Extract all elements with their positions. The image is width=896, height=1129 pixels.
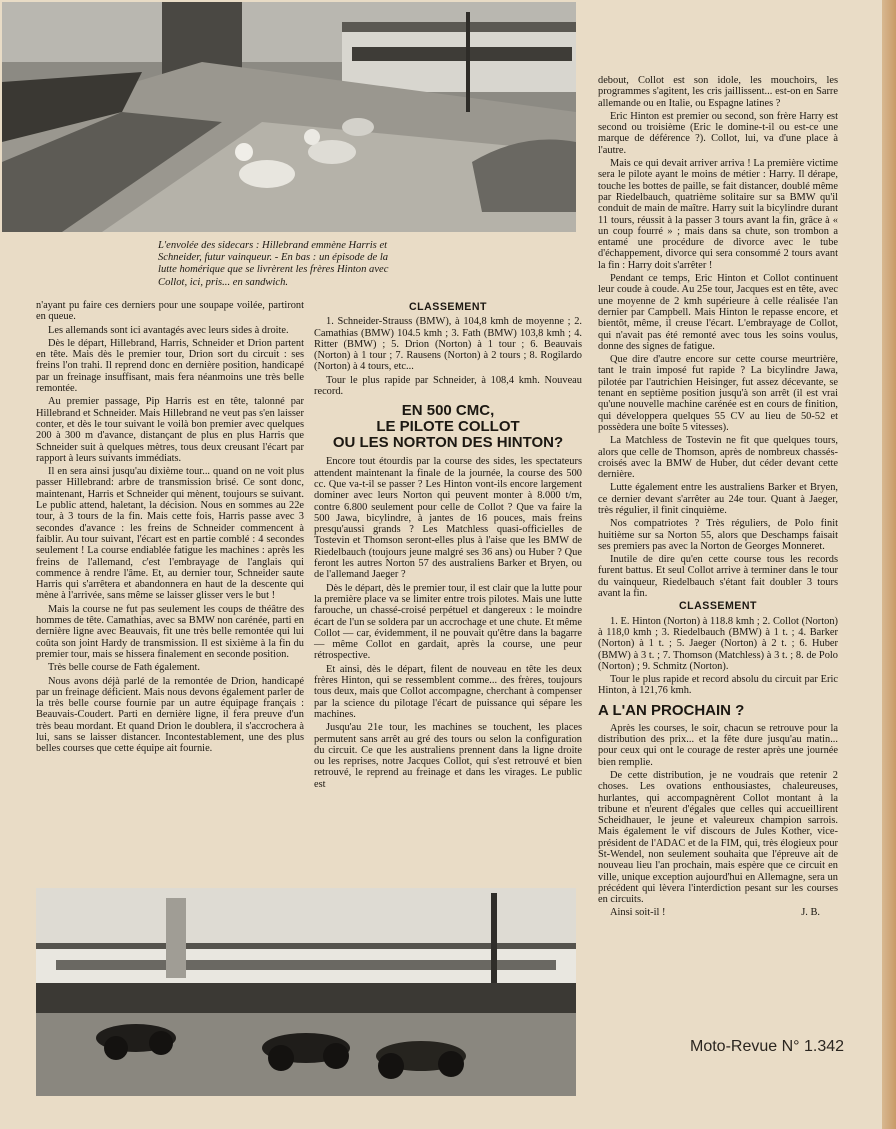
paragraph: debout, Collot est son idole, les mouchoirs, les programmes s'agitent, les cris jaillissent... est-on en Sarre allemande ou en Italie, ou Espagne latines ? [598, 75, 838, 109]
caption-line: Schneider, futur vainqueur. - En bas : un épisode de la [158, 252, 389, 264]
photo-caption [158, 240, 508, 289]
paragraph: Jusqu'au 21e tour, les machines se touchent, les places permutent sans arrêt au gré des tours ou selon la configuration du circuit. Ce que les australiens prennent dans la ligne droite ou les reprises, notre Jacques Collot, qui s'est retrouvé et bien retrouvé, le reprend au freinage et dans les virages. Le public est [314, 722, 582, 790]
sidecar-race-photo [2, 2, 576, 232]
solo-race-photo [36, 888, 576, 1096]
caption-line: Collot, ici, pris... en sandwich. [158, 276, 289, 288]
paragraph: Que dire d'autre encore sur cette course meurtrière, tant le train imposé fut rapide ? La bicylindre Jawa, pilotée par l'autrichien Heisinger, fut assez décevante, se tenant en septième position jusqu'à son arrêt (il est vrai qu'une nouvelle machine carénée est en cours de finition, qui développera quelques 55 CV au lieu de 50-52 et possèdera une boîte 5 vitesses). [598, 354, 838, 433]
paragraph: Inutile de dire qu'en cette course tous les records furent battus. Et seul Collot arrive à terminer dans le tour du vainqueur, Riedelbauch s'étant fait doubler 3 tours avant la fin. [598, 554, 838, 600]
paragraph: Mais ce qui devait arriver arriva ! La première victime sera le pilote ayant le moins de métier : Harry. Il dérape, touche les bottes de paille, se fait distancer, doublé même par Riedelbauch, quatrième solitaire sur sa BMW qu'il conduit de main de maître. Harry suit la bicylindre durant 11 tours, réussit à la passer 3 tours avant la fin, grâce à « un coup fourré » ; mais dans sa chute, son trombon a entamé une procédure de divorce avec le tube d'échappement, divorce qui sera consommé 2 tours avant la fin : Harry doit s'arrêter ! [598, 158, 838, 271]
headline-line: OU LES NORTON DES HINTON? [332, 434, 564, 452]
classement-heading: CLASSEMENT [409, 301, 487, 313]
paragraph: Après les courses, le soir, chacun se retrouve pour la distribution des prix... et la fête dure jusqu'au matin... pour ceux qui ont le courage de rester après une journée bien remplie. [598, 722, 838, 768]
paragraph: Très belle course de Fath également. [48, 662, 200, 674]
record-text: Tour le plus rapide par Schneider, à 108,4 kmh. Nouveau record. [314, 374, 582, 398]
paragraph: Nos compatriotes ? Très réguliers, de Polo finit huitième sur sa Norton 55, alors que Deschamps faisait ses premiers pas avec la Norton de Georges Monneret. [598, 518, 838, 552]
headline-line: LE PILOTE COLLOT [376, 418, 520, 436]
record-text: Tour le plus rapide et record absolu du circuit par Eric Hinton, à 121,76 kmh. [598, 674, 838, 697]
paragraph: Dès le départ, Hillebrand, Harris, Schneider et Drion partent en tête. Mais dès le premier tour, Drion sort du circuit : ses freins l'on trahi. Il reprend donc en dernière position, handicapé par un freinage insuffisant, mais fera néanmoins une très belle remontée. [36, 337, 304, 395]
caption-line: lutte homérique que se livrèrent les frères Hinton avec [158, 264, 389, 276]
caption-line: L'envolée des sidecars : Hillebrand emmène Harris et [158, 240, 388, 251]
article-column-right [598, 75, 838, 919]
closing-text: Ainsi soit-il ! [610, 907, 666, 919]
headline-next-year: A L'AN PROCHAIN ? [598, 701, 745, 719]
author-signature: J. B. [801, 907, 820, 919]
classement-results: 1. Schneider-Strauss (BMW), à 104,8 kmh de moyenne ; 2. Camathias (BMW) 104.5 kmh ; 3. Fath (BMW) 103,8 kmh ; 4. Ritter (BMW) ; 5. Drion (Norton) à 1 tour ; 6. Beauvais (Norton) à 1 tour ; 7. Rausens (Norton) à 2 tours ; 8. Rogilardo (Norton) à 4 tours, etc... [314, 316, 582, 373]
article-column-middle [314, 300, 582, 792]
paragraph: n'ayant pu faire ces derniers pour une soupape voilée, partiront en queue. [36, 300, 304, 323]
paragraph: Nous avons déjà parlé de la remontée de Drion, handicapé par un freinage déficient. Mais nous devons également parler de la très belle course fournie par un autre équipage français : Beauvais-Coudert. Parti en dernière ligne, il fera preuve d'un très beau mordant. Et quand Drion le doublera, il s'accrochera à lui, sans se laisser distancer. Incontestablement, une des plus belles courses que cette équipe ait fournie. [36, 675, 304, 755]
paragraph: Il en sera ainsi jusqu'au dixième tour... quand on ne voit plus passer Hillebrand: arbre de transmission brisé. Ce sont donc, maintenant, Harris et Schneider qui mènent, toujours se suivant. Le public attend, haletant, la décision. Nous en sommes au 22e tour, à 3 tours de la fin. Mais cette fois, Harris passe avec 3 secondes d'avance : les freins de Schneider commencent à faiblir. Au tour suivant, l'écart est en partie comblé : 4 secondes seulement ! La course endiablée fatigue les machines : après les freins de l'allemand, c'est l'embrayage de l'anglais qui commence à rendre l'âme. Et, au dernier tour, Schneider saute Harris qui s'arrêtera et abandonnera en haut de la descente qui mène à l'arrivée, sans même se laisser glisser vers le but ! [36, 466, 304, 602]
paragraph: Les allemands sont ici avantagés avec leurs sides à droite. [48, 324, 289, 336]
paragraph: Au premier passage, Pip Harris est en tête, talonné par Hillebrand et Schneider. Mais Hillebrand ne veut pas s'en laisser conter, et dès le tour suivant le voilà bon premier avec quelques 200 à 300 m d'avance, distançant de plus en plus Harris que Schneider suit à quelques mètres, tous deux creusant l'écart par rapport à leurs suivants immédiats. [36, 396, 304, 464]
headline-500cc [314, 403, 582, 451]
headline-line: EN 500 CMC, [401, 402, 495, 420]
paragraph: De cette distribution, je ne voudrais que retenir 2 choses. Les ovations enthousiastes, chaleureuses, hurlantes, qui accompagnèrent Collot montant à la tribune et n'eurent d'égales que celles qui accueillirent Scheidhauer, le jeune et valeureux champion sarrois. Mais également le vif discours de Jules Kother, vice-président de l'ADAC et de la FIM, qui, très élogieux pour St-Wendel, non seulement souhaita que l'épreuve ait de nouveau lieu l'an prochain, mais espère que ce circuit en ville, unique exception aujourd'hui en Allemagne, sera un précédent qui lèvera l'interdiction pesant sur les courses en circuits. [598, 769, 838, 906]
classement-results: 1. E. Hinton (Norton) à 118.8 kmh ; 2. Collot (Norton) à 118,0 kmh ; 3. Riedelbauch (BMW) à 1 t. ; 4. Barker (Norton) à 1 t. ; 5. Jaeger (Norton) à 2 t. ; 6. Huber (BMW) à 3 t. ; 7. Thomson (Matchless) à 3 t. ; 8. de Polo (Norton) ; 9. Schmitz (Norton). [598, 615, 838, 672]
paragraph: Et ainsi, dès le départ, filent de nouveau en tête les deux frères Hinton, qui se ressemblent comme... des frères, toujours tous deux, mais que Collot accompagne, cherchant à compenser par la science du pilotage l'écart de puissance qui sépare les machines. [314, 663, 582, 720]
paragraph: Mais la course ne fut pas seulement les coups de théâtre des hommes de tête. Camathias, avec sa BMW non carénée, parti en dernière ligne avec Beauvais, fit une très belle remontée qui lui coûta son joint Hardy de transmission. Il est sixième à la fin du premier tour, mais se hissera finalement en seconde position. [36, 603, 304, 660]
paragraph: Encore tout étourdis par la course des sides, les spectateurs attendent maintenant la finale de la journée, la course des 500 cc. Que va-t-il se passer ? Les Hinton vont-ils encore largement dominer avec leurs Norton qui peuvent monter à 8.000 t/m, contre 6.800 seulement pour celle de Collot ? Que va faire la 500 Jawa, bicylindre, à jantes de 16 pouces, mais freins presqu'aussi grands ? Les Matchless quasi-officielles de Tostevin et Thomson seront-elles plus à l'aise que les BMW de Riedelbauch (toujours jeune malgré ses 36 ans) ou Huber ? Que feront les autres Norton 57 des australiens Barker et Bryen, ou de l'allemand Jaeger ? [314, 456, 582, 581]
paragraph: La Matchless de Tostevin ne fit que quelques tours, alors que celle de Thomson, après de nombreux chassés-croisés avec la BMW de Huber, dut céder devant cette dernière. [598, 435, 838, 481]
closing-line [598, 907, 838, 918]
page-edge [882, 0, 896, 1129]
paragraph: Lutte également entre les australiens Barker et Bryen, ce dernier devant s'arrêter au 24e tour. Quant à Jaeger, très régulier, il finit cinquième. [598, 482, 838, 516]
page-footer: Moto-Revue N° 1.342 [690, 1038, 845, 1055]
paragraph: Dès le départ, dès le premier tour, il est clair que la lutte pour la première place va se limiter entre trois pilotes. Mais une lutte farouche, un chassé-croisé perpétuel et dangereux : le moindre écart de l'un se soldera par un accrochage et une chute. Et même Collot — car, évidemment, il ne pouvait qu'être dans la bagarre — même Collot en gardait, après la course, une peur rétrospective. [314, 582, 582, 662]
classement-heading: CLASSEMENT [679, 600, 757, 613]
paragraph: Eric Hinton est premier ou second, son frère Harry est second ou troisième (Eric le domine-t-il ou est-ce une marque de déférence ?). Collot, lui, va d'une place à l'autre. [598, 110, 838, 156]
paragraph: Pendant ce temps, Eric Hinton et Collot continuent leur coude à coude. Au 25e tour, Jacques est en tête, avec une moyenne de 2 kmh supérieure à celle réalisée l'an dernier par Campbell. Mais Hinton le repasse encore, et bientôt, même, il creuse l'écart. L'embrayage de Collot, qui n'avait pas été remonté avec tous les soins voulus, donne des signes de fatigue. [598, 273, 838, 352]
article-column-left [36, 300, 304, 757]
